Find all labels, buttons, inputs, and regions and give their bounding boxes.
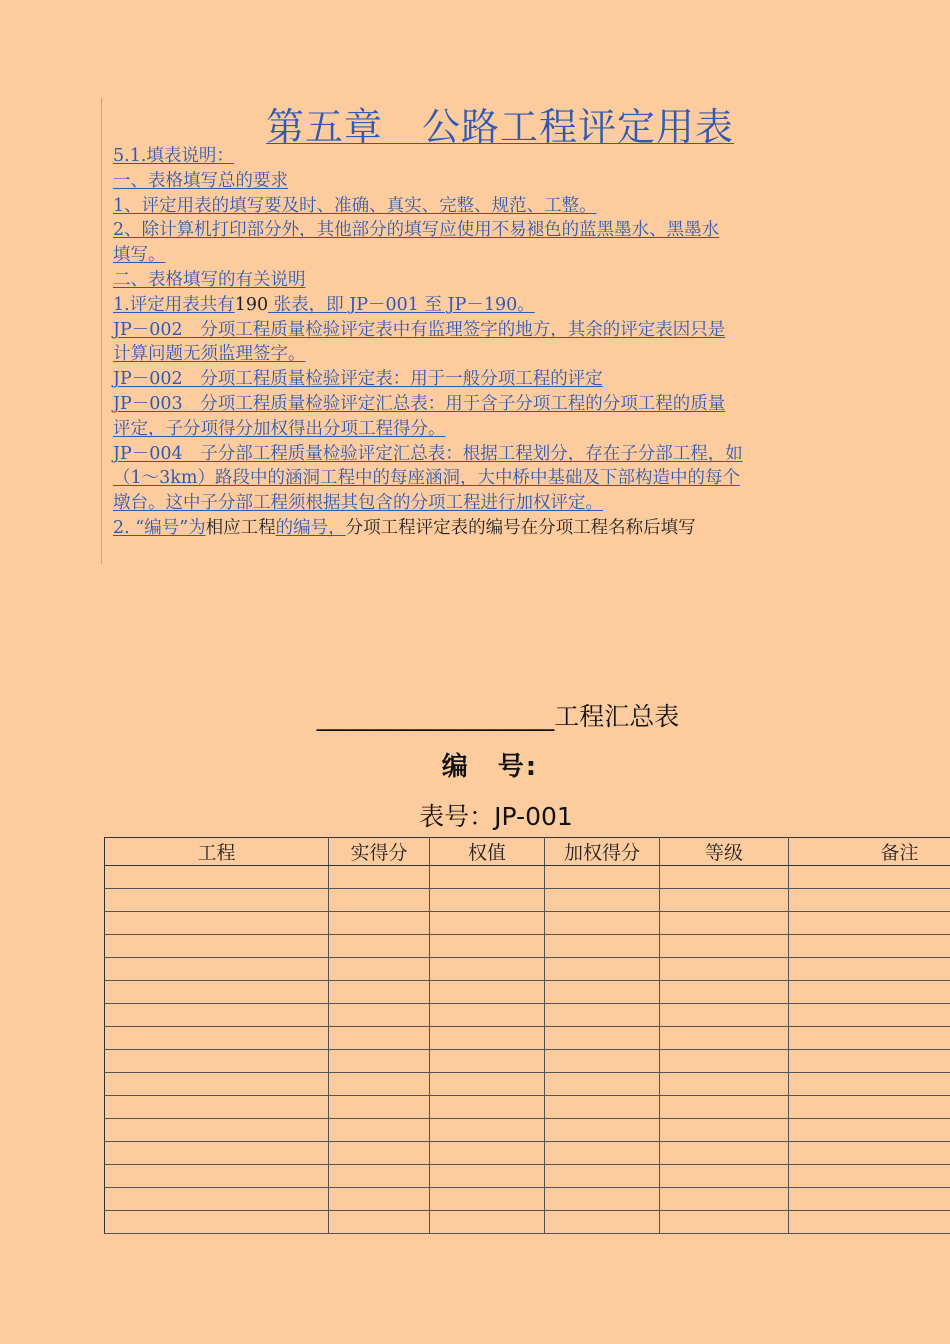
table-cell[interactable]: [545, 1119, 660, 1142]
requirement-1: 1、评定用表的填写要及时、准确、真实、完整、规范、工整。: [113, 195, 597, 216]
table-cell[interactable]: [789, 1165, 950, 1188]
table-cell[interactable]: [430, 1004, 545, 1027]
table-cell[interactable]: [545, 1188, 660, 1211]
item2-part1: 2. “编号”为: [113, 517, 206, 538]
table-row: [105, 1165, 950, 1188]
summary-sheet-heading: [0, 697, 950, 733]
table-row: [105, 1142, 950, 1165]
column-header-grade: 等级: [660, 838, 789, 866]
table-row: [105, 1119, 950, 1142]
table-cell[interactable]: [660, 889, 789, 912]
table-cell[interactable]: [430, 958, 545, 981]
table-cell[interactable]: [105, 1027, 329, 1050]
table-cell[interactable]: [430, 1211, 545, 1234]
table-cell[interactable]: [545, 1004, 660, 1027]
table-row: [105, 1188, 950, 1211]
table-cell[interactable]: [105, 1211, 329, 1234]
table-cell[interactable]: [545, 1073, 660, 1096]
table-row: [105, 958, 950, 981]
table-row: [105, 1096, 950, 1119]
table-row: [105, 866, 950, 889]
table-cell[interactable]: [789, 912, 950, 935]
table-cell[interactable]: [545, 1142, 660, 1165]
table-cell[interactable]: [545, 1027, 660, 1050]
table-cell[interactable]: [545, 889, 660, 912]
item1-count: 190: [234, 294, 269, 315]
table-cell[interactable]: [789, 935, 950, 958]
table-cell[interactable]: [660, 912, 789, 935]
table-cell[interactable]: [789, 1027, 950, 1050]
requirement-2-line1: 2、除计算机打印部分外，其他部分的填写应使用不易褪色的蓝黑墨水、黑墨水: [113, 220, 720, 241]
jp002-description: JP－002 分项工程质量检验评定表：用于一般分项工程的评定: [113, 369, 603, 390]
table-cell[interactable]: [430, 866, 545, 889]
table-row: [105, 1211, 950, 1234]
table-cell[interactable]: [105, 866, 329, 889]
table-cell[interactable]: [105, 1119, 329, 1142]
table-row: [105, 1073, 950, 1096]
item2-part3: 的编号，: [275, 517, 346, 538]
table-row: [105, 981, 950, 1004]
table-cell[interactable]: [789, 1096, 950, 1119]
column-header-remarks: 备注: [789, 838, 950, 866]
table-cell[interactable]: [545, 958, 660, 981]
table-number: 表号：JP-001: [419, 802, 573, 831]
table-cell[interactable]: [660, 1165, 789, 1188]
column-header-weight: 权值: [430, 838, 545, 866]
table-cell[interactable]: [329, 958, 430, 981]
table-cell[interactable]: [789, 981, 950, 1004]
table-cell[interactable]: [329, 889, 430, 912]
table-row: [105, 889, 950, 912]
table-cell[interactable]: [660, 1004, 789, 1027]
table-cell[interactable]: [430, 912, 545, 935]
table-cell[interactable]: [545, 912, 660, 935]
section2-title: 二、表格填写的有关说明: [113, 269, 306, 290]
serial-number-label: 编 号:: [441, 752, 539, 782]
table-cell[interactable]: [105, 935, 329, 958]
table-cell[interactable]: [329, 1211, 430, 1234]
table-cell[interactable]: [545, 1211, 660, 1234]
table-cell[interactable]: [430, 1165, 545, 1188]
table-cell[interactable]: [430, 889, 545, 912]
table-cell[interactable]: [430, 1050, 545, 1073]
table-cell[interactable]: [545, 935, 660, 958]
table-cell[interactable]: [789, 1073, 950, 1096]
table-cell[interactable]: [105, 1165, 329, 1188]
table-cell[interactable]: [329, 1142, 430, 1165]
jp004-line2: （1～3km）路段中的涵洞工程中的每座涵洞，大中桥中基础及下部构造中的每个: [113, 468, 740, 489]
table-cell[interactable]: [105, 1188, 329, 1211]
table-cell[interactable]: [789, 889, 950, 912]
item2-part2: 相应工程: [205, 517, 276, 538]
table-cell[interactable]: [430, 1096, 545, 1119]
table-cell[interactable]: [105, 1073, 329, 1096]
column-header-actual-score: 实得分: [329, 838, 430, 866]
table-cell[interactable]: [329, 1188, 430, 1211]
margin-rule: [101, 98, 102, 564]
column-header-weighted-score: 加权得分: [545, 838, 660, 866]
table-cell[interactable]: [789, 1211, 950, 1234]
table-cell[interactable]: [430, 1027, 545, 1050]
jp002-note-line2: 计算问题无须监理签字。: [113, 344, 306, 365]
item2-part4: 分项工程评定表的编号在分项工程名称后填写: [345, 517, 696, 538]
table-cell[interactable]: [545, 981, 660, 1004]
table-cell[interactable]: [789, 1119, 950, 1142]
table-cell[interactable]: [545, 1050, 660, 1073]
summary-table: [104, 837, 950, 1234]
table-cell[interactable]: [660, 1073, 789, 1096]
table-cell[interactable]: [105, 889, 329, 912]
table-cell[interactable]: [105, 1142, 329, 1165]
table-cell[interactable]: [789, 1004, 950, 1027]
table-cell[interactable]: [430, 935, 545, 958]
jp004-line3: 墩台。这中子分部工程须根据其包含的分项工程进行加权评定。: [113, 493, 603, 514]
table-cell[interactable]: [105, 912, 329, 935]
table-cell[interactable]: [105, 1050, 329, 1073]
column-header-project: 工程: [105, 838, 329, 866]
table-cell[interactable]: [660, 1188, 789, 1211]
table-cell[interactable]: [545, 1096, 660, 1119]
section1-title: 一、表格填写总的要求: [113, 170, 288, 191]
table-cell[interactable]: [660, 958, 789, 981]
table-cell[interactable]: [430, 1188, 545, 1211]
notes-heading: 5.1.填表说明：: [113, 146, 234, 166]
table-cell[interactable]: [430, 1073, 545, 1096]
table-cell[interactable]: [545, 1165, 660, 1188]
project-name-blank: ___________________: [316, 702, 555, 731]
table-cell[interactable]: [329, 1165, 430, 1188]
table-cell[interactable]: [660, 935, 789, 958]
table-row: [105, 1027, 950, 1050]
table-cell[interactable]: [105, 958, 329, 981]
table-cell[interactable]: [660, 1050, 789, 1073]
chapter-title: 第五章 公路工程评定用表: [265, 105, 734, 149]
table-cell[interactable]: [660, 1027, 789, 1050]
jp003-line1: JP－003 分项工程质量检验评定汇总表：用于含子分项工程的分项工程的质量: [113, 393, 726, 414]
table-cell[interactable]: [329, 981, 430, 1004]
table-cell[interactable]: [660, 866, 789, 889]
table-cell[interactable]: [329, 912, 430, 935]
table-row: [105, 1004, 950, 1027]
table-row: [105, 935, 950, 958]
table-cell[interactable]: [660, 1119, 789, 1142]
table-cell[interactable]: [660, 1096, 789, 1119]
item1-part2: 张表，即 JP－001 至 JP－190。: [268, 294, 535, 315]
item1-part1: 1.评定用表共有: [113, 294, 235, 315]
fill-in-instructions: [113, 144, 888, 541]
table-cell[interactable]: [789, 1142, 950, 1165]
table-cell[interactable]: [430, 981, 545, 1004]
table-cell[interactable]: [789, 1050, 950, 1073]
table-cell[interactable]: [329, 1004, 430, 1027]
requirement-2-line2: 填写。: [113, 245, 166, 266]
table-row: [105, 912, 950, 935]
table-cell[interactable]: [660, 1211, 789, 1234]
table-cell[interactable]: [105, 981, 329, 1004]
table-cell[interactable]: [430, 1119, 545, 1142]
jp004-line1: JP－004 子分部工程质量检验评定汇总表：根据工程划分，存在子分部工程，如: [113, 443, 743, 464]
table-cell[interactable]: [789, 958, 950, 981]
table-cell[interactable]: [329, 935, 430, 958]
jp002-note-line1: JP－002 分项工程质量检验评定表中有监理签字的地方，其余的评定表因只是: [113, 319, 726, 340]
table-row: [105, 1050, 950, 1073]
table-cell[interactable]: [329, 1119, 430, 1142]
table-cell[interactable]: [430, 1142, 545, 1165]
table-cell[interactable]: [329, 1027, 430, 1050]
table-cell[interactable]: [789, 1188, 950, 1211]
jp003-line2: 评定，子分项得分加权得出分项工程得分。: [113, 418, 446, 439]
table-cell[interactable]: [660, 1142, 789, 1165]
table-cell[interactable]: [329, 1096, 430, 1119]
table-cell[interactable]: [660, 981, 789, 1004]
table-cell[interactable]: [329, 1073, 430, 1096]
table-cell[interactable]: [105, 1004, 329, 1027]
table-cell[interactable]: [329, 1050, 430, 1073]
table-cell[interactable]: [545, 866, 660, 889]
table-cell[interactable]: [789, 866, 950, 889]
table-header-row: [105, 838, 950, 866]
summary-sheet-title: 工程汇总表: [554, 702, 680, 731]
table-cell[interactable]: [105, 1096, 329, 1119]
table-cell[interactable]: [329, 866, 430, 889]
